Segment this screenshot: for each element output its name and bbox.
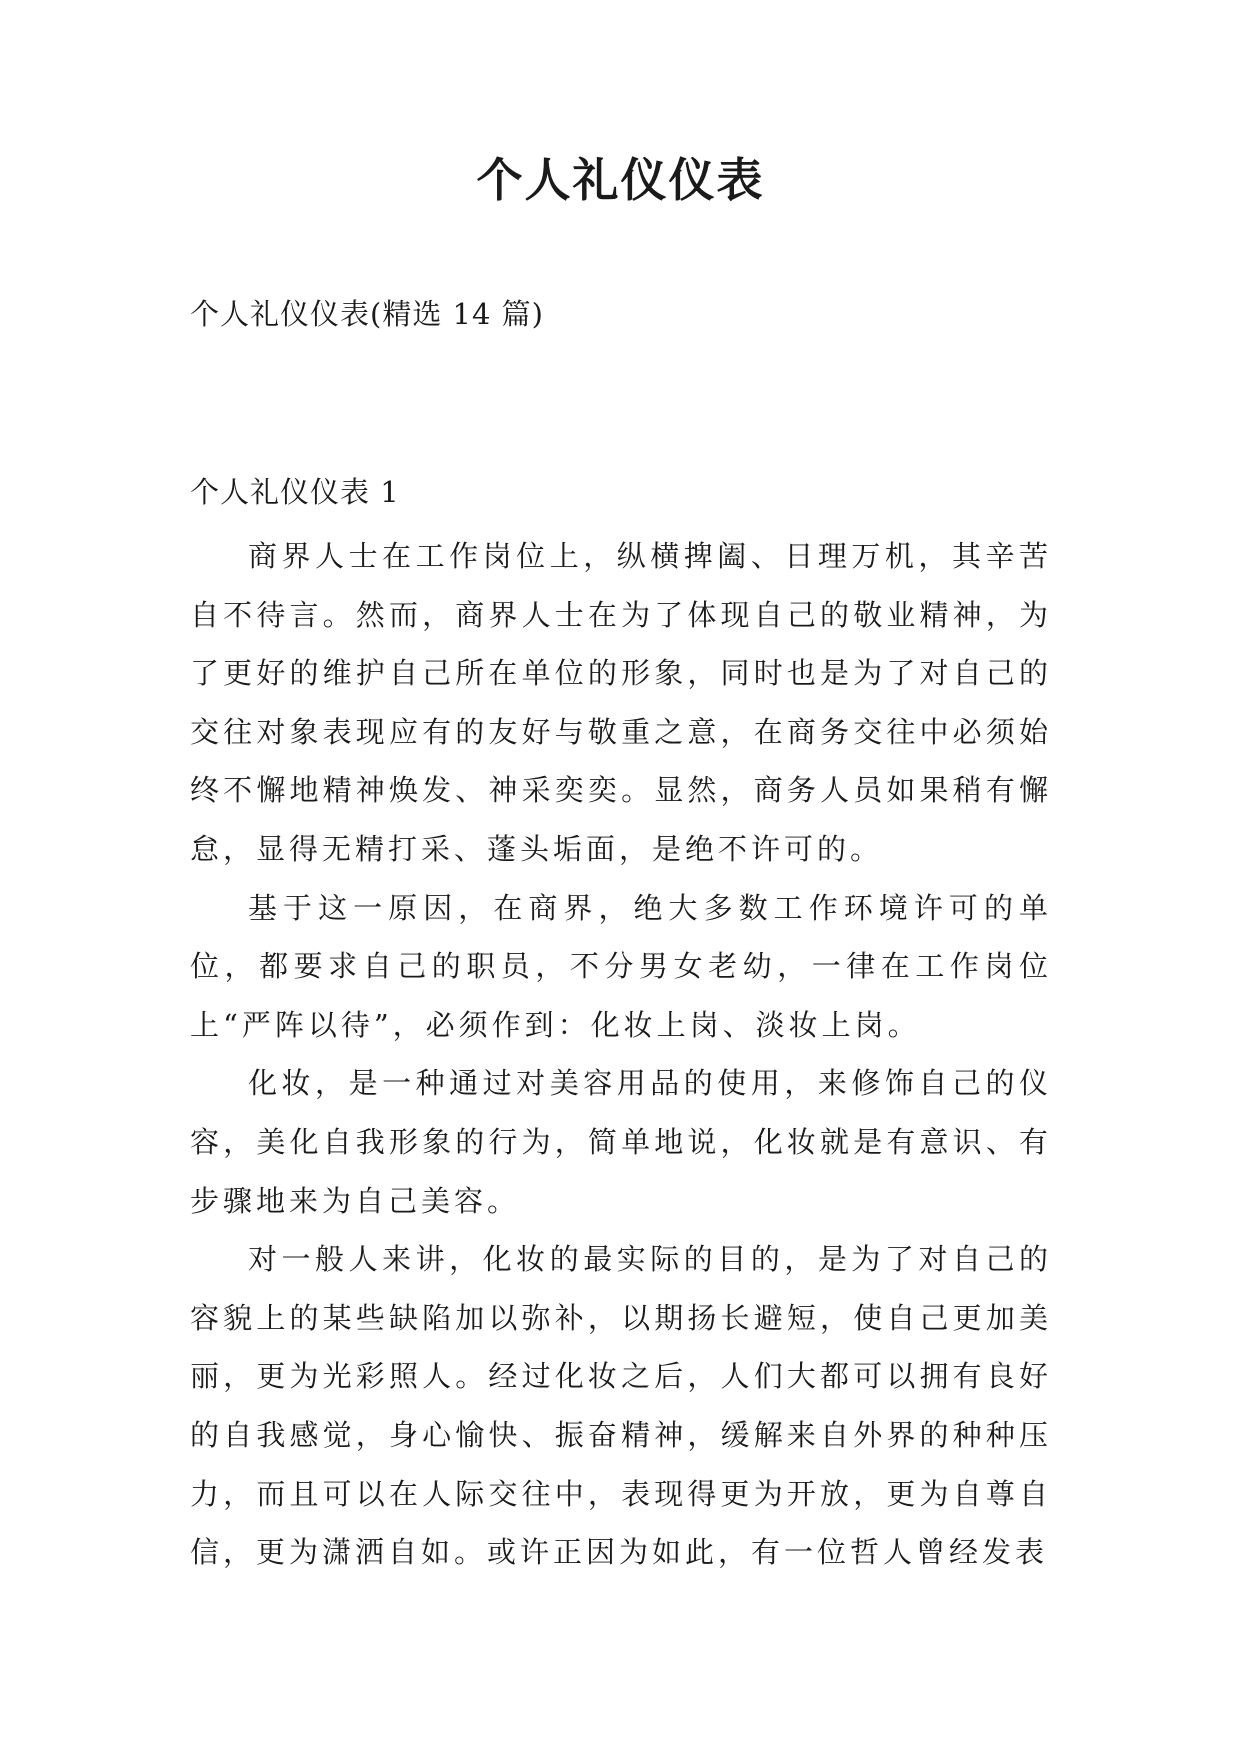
document-title: 个人礼仪仪表 bbox=[476, 153, 765, 207]
body-paragraph: 商界人士在工作岗位上，纵横捭阖、日理万机，其辛苦自不待言。然而，商界人士在为了体现自己的敬业精神，为了更好的维护自己所在单位的形象，同时也是为了对自己的交往对象表现应有的友好与敬重之意，在商务交往中必须始终不懈地精神焕发、神采奕奕。显然，商务人员如果稍有懈怠，显得无精打采、蓬头垢面，是绝不许可的。 bbox=[190, 539, 1052, 866]
body-paragraph: 化妆，是一种通过对美容用品的使用，来修饰自己的仪容，美化自我形象的行为，简单地说，化妆就是有意识、有步骤地来为自己美容。 bbox=[190, 1066, 1052, 1218]
document-subtitle: 个人礼仪仪表(精选 14 篇) bbox=[190, 297, 544, 331]
document-body bbox=[190, 527, 1052, 1582]
body-paragraph: 对一般人来讲，化妆的最实际的目的，是为了对自己的容貌上的某些缺陷加以弥补，以期扬长避短，使自己更加美丽，更为光彩照人。经过化妆之后，人们大都可以拥有良好的自我感觉，身心愉快、振奋精神，缓解来自外界的种种压力，而且可以在人际交往中，表现得更为开放，更为自尊自信，更为潇洒自如。或许正因为如此，有一位哲人曾经发表 bbox=[190, 1242, 1052, 1570]
body-paragraph: 基于这一原因，在商界，绝大多数工作环境许可的单位，都要求自己的职员，不分男女老幼，一律在工作岗位上“严阵以待”，必须作到：化妆上岗、淡妆上岗。 bbox=[190, 890, 1052, 1042]
section-heading: 个人礼仪仪表 1 bbox=[190, 475, 400, 509]
